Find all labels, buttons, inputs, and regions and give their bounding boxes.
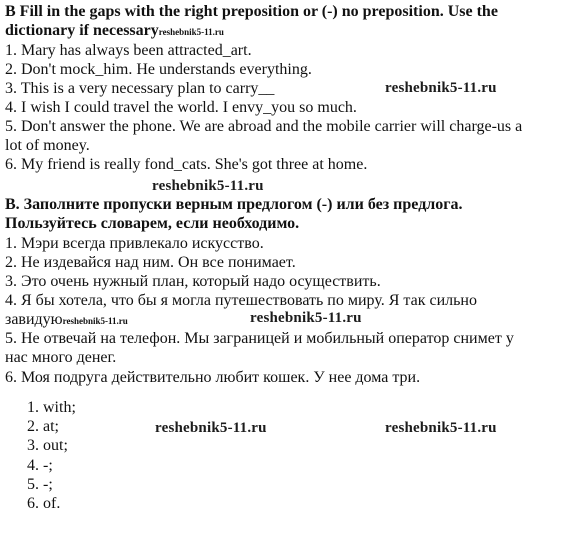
section-title-en-line2: [5, 21, 224, 42]
watermark-inline: reshebnik5-11.ru: [62, 316, 128, 326]
exercise-item-en-4: 4. I wish I could travel the world. I envy_you so much.: [5, 99, 357, 116]
exercise-item-ru-6: 6. Моя подруга действительно любит кошек. У нее дома три.: [5, 369, 421, 386]
exercise-item-ru-5: 5. Не отвечай на телефон. Мы заграницей и мобильный оператор снимет у: [5, 330, 514, 347]
watermark: reshebnik5-11.ru: [250, 310, 362, 326]
answer-2: 2. at;: [27, 418, 59, 435]
answer-4: 4. -;: [27, 457, 53, 474]
watermark-inline: reshebnik5-11.ru: [158, 27, 224, 37]
exercise-item-en-5: 5. Don't answer the phone. We are abroad and the mobile carrier will charge-us a: [5, 118, 523, 135]
exercise-item-en-3: 3. This is a very necessary plan to carry__: [5, 80, 275, 97]
exercise-item-en-1: 1. Mary has always been attracted_art.: [5, 42, 252, 59]
exercise-item-ru-1: 1. Мэри всегда привлекало искусство.: [5, 235, 264, 252]
exercise-item-ru-5-cont: нас много денег.: [5, 349, 117, 366]
exercise-item-en-2: 2. Don't mock_him. He understands everything.: [5, 61, 312, 78]
exercise-item-en-6: 6. My friend is really fond_cats. She's got three at home.: [5, 156, 368, 173]
exercise-item-ru-4: 4. Я бы хотела, что бы я могла путешествовать по миру. Я так сильно: [5, 292, 477, 309]
exercise-item-ru-2: 2. Не издевайся над ним. Он все понимает.: [5, 254, 296, 271]
watermark: reshebnik5-11.ru: [385, 80, 497, 96]
section-title-ru: В. Заполните пропуски верным предлогом (-) или без предлога.: [5, 196, 463, 213]
exercise-item-en-5-cont: lot of money.: [5, 137, 90, 154]
watermark: reshebnik5-11.ru: [155, 420, 267, 436]
exercise-item-ru-4-cont: [5, 310, 128, 331]
watermark: reshebnik5-11.ru: [385, 420, 497, 436]
watermark: reshebnik5-11.ru: [152, 178, 264, 194]
section-title-en-text: dictionary if necessary: [5, 22, 159, 39]
exercise-item-ru-3: 3. Это очень нужный план, который надо осуществить.: [5, 273, 381, 290]
section-title-ru-line2: Пользуйтесь словарем, если необходимо.: [5, 215, 300, 232]
answer-1: 1. with;: [27, 399, 76, 416]
answer-6: 6. of.: [27, 495, 61, 512]
exercise-item-ru-4-cont-text: завидую: [5, 311, 63, 328]
answer-3: 3. out;: [27, 437, 68, 454]
section-title-en: B Fill in the gaps with the right preposition or (-) no preposition. Use the: [5, 3, 498, 20]
answer-5: 5. -;: [27, 476, 53, 493]
